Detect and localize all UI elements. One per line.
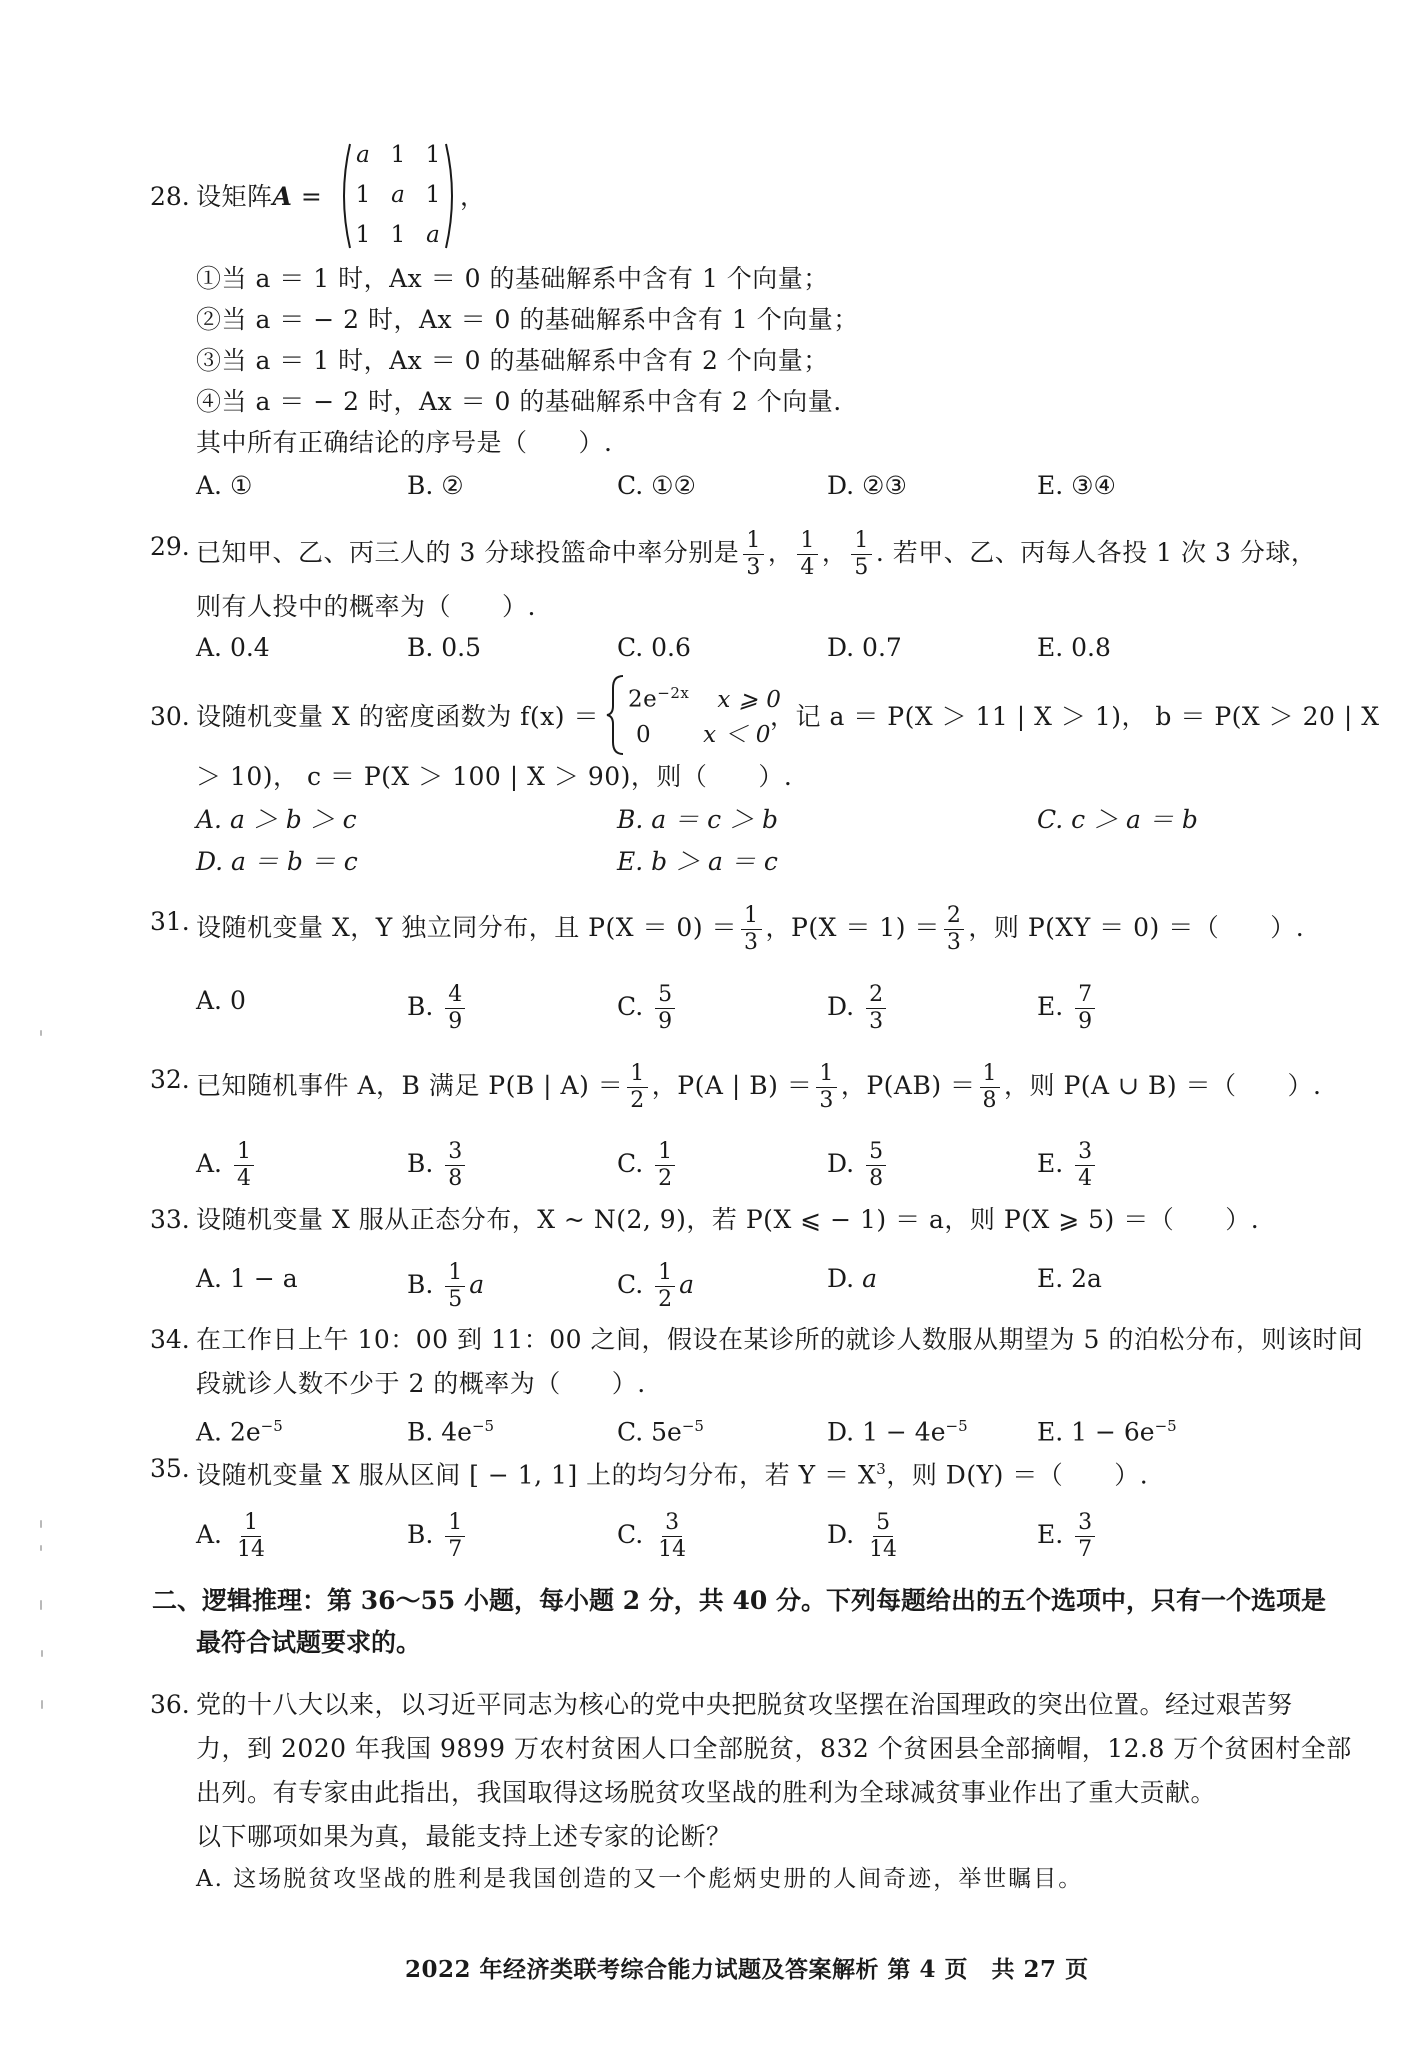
- denominator: 2: [658, 1166, 673, 1191]
- option-label: A.: [196, 1149, 223, 1178]
- exponent: 3: [876, 1460, 887, 1478]
- numerator: 7: [1075, 984, 1095, 1009]
- piecewise-case-2: [636, 718, 771, 752]
- piecewise-brace: [605, 674, 627, 756]
- matrix-cell: a: [356, 142, 370, 168]
- numerator: 1: [655, 1262, 675, 1287]
- option-d[interactable]: [827, 1141, 890, 1190]
- question-29-stem: 已知甲、乙、丙三人的 3 分球投篮命中率分别是 $\frac{1}{3}$ ， $\frac{1}{4}$ ， $\frac{1}{5}$ . 若甲、乙、丙每人各投 1 次 3 分球，: [196, 528, 1317, 580]
- denominator: 4: [1078, 1166, 1093, 1191]
- question-prompt: 其中所有正确结论的序号是（ ）.: [196, 428, 613, 457]
- equals-sign: =: [292, 182, 323, 211]
- section-heading-continued: 最符合试题要求的。: [196, 1628, 422, 1657]
- option-b[interactable]: [407, 1512, 469, 1561]
- option-d[interactable]: [827, 1512, 904, 1561]
- numerator: 1: [234, 1141, 254, 1166]
- option-b[interactable]: [407, 1141, 469, 1190]
- question-prompt: ＞ 10)， c ＝ P(X ＞ 100 | X ＞ 90)，则（ ）.: [196, 762, 793, 791]
- option-c[interactable]: [617, 1409, 704, 1449]
- numerator: 5: [873, 1512, 893, 1537]
- question-number: 29.: [150, 532, 190, 561]
- scan-speck: [40, 1545, 42, 1551]
- denominator: 14: [658, 1537, 687, 1562]
- fraction: [234, 1141, 254, 1190]
- fraction: [797, 530, 818, 579]
- fraction: [445, 1512, 465, 1561]
- question-number: 31.: [150, 907, 190, 936]
- numerator: 1: [797, 530, 818, 555]
- question-text: ，P(A | B) ＝: [651, 1071, 813, 1100]
- case-condition: x ⩾ 0: [717, 686, 782, 713]
- option-e[interactable]: [1037, 1512, 1099, 1561]
- option-e[interactable]: [1037, 1262, 1102, 1296]
- option-b[interactable]: [407, 984, 469, 1033]
- question-text: ，P(X ＝ 1) ＝: [765, 913, 940, 942]
- option-value: 5e: [651, 1417, 682, 1447]
- question-text: ，则 P(XY ＝ 0) ＝（ ）.: [968, 913, 1305, 942]
- denominator: 3: [746, 555, 761, 580]
- question-text: 已知随机事件 A，B 满足 P(B | A) ＝: [196, 1071, 624, 1100]
- question-prompt: 段就诊人数不少于 2 的概率为（ ）.: [196, 1369, 646, 1398]
- question-text: ，记 a ＝ P(X ＞ 11 | X ＞ 1)， b ＝ P(X ＞ 20 | X: [770, 702, 1380, 731]
- section-heading: 二、逻辑推理：第 36～55 小题，每小题 2 分，共 40 分。下列每题给出的五个选项中，只有一个选项是: [152, 1586, 1326, 1615]
- option-a[interactable]: [196, 1409, 283, 1449]
- option-a[interactable]: A. 这场脱贫攻坚战的胜利是我国创造的又一个彪炳史册的人间奇迹，举世瞩目。: [196, 1866, 1084, 1892]
- option-c[interactable]: [617, 1141, 679, 1190]
- option-a[interactable]: [196, 1262, 298, 1296]
- option-e[interactable]: [1037, 984, 1099, 1033]
- matrix-a: [338, 140, 458, 252]
- option-label: E.: [1037, 1417, 1064, 1447]
- option-label: E.: [1037, 1520, 1064, 1549]
- option-label: A.: [196, 986, 223, 1015]
- option-d[interactable]: D. ②③: [827, 471, 907, 500]
- fraction: [741, 905, 762, 954]
- denominator: 9: [658, 1009, 673, 1034]
- matrix-cell: 1: [355, 182, 371, 208]
- fraction: [627, 1063, 648, 1112]
- numerator: 1: [445, 1262, 465, 1287]
- question-34-stem: 在工作日上午 10：00 到 11：00 之间，假设在某诊所的就诊人数服从期望为 5 的泊松分布，则该时间: [196, 1325, 1364, 1354]
- numerator: 3: [445, 1141, 465, 1166]
- fraction: [866, 1512, 900, 1561]
- fraction: [655, 1512, 689, 1561]
- scan-speck: [40, 1030, 42, 1036]
- numerator: 5: [866, 1141, 886, 1166]
- option-a[interactable]: A. 0.4: [196, 633, 270, 662]
- denominator: 14: [236, 1537, 265, 1562]
- numerator: 1: [816, 1063, 837, 1088]
- matrix-variable: A: [272, 182, 293, 211]
- option-a[interactable]: [196, 984, 246, 1018]
- numerator: 1: [655, 1141, 675, 1166]
- denominator: 2: [630, 1088, 645, 1113]
- question-31-stem: [196, 905, 1304, 954]
- question-30-stem: 设随机变量 X 的密度函数为 f(x) ＝: [196, 702, 599, 731]
- option-variable: a: [469, 1270, 485, 1299]
- question-number: 30.: [150, 702, 190, 731]
- option-e[interactable]: [1037, 1409, 1177, 1449]
- option-c[interactable]: C. ①②: [617, 471, 696, 500]
- numerator: 4: [445, 984, 465, 1009]
- denominator: 5: [854, 555, 869, 580]
- question-prompt: 以下哪项如果为真，最能支持上述专家的论断？: [196, 1822, 732, 1851]
- numerator: 3: [662, 1512, 682, 1537]
- denominator: 4: [800, 555, 815, 580]
- fraction: [851, 530, 872, 579]
- option-variable: a: [679, 1270, 695, 1299]
- question-number: 36.: [150, 1690, 190, 1719]
- option-d[interactable]: D. 0.7: [827, 633, 902, 662]
- fraction: [866, 1141, 886, 1190]
- numerator: 3: [1075, 1141, 1095, 1166]
- numerator: 1: [241, 1512, 261, 1537]
- case-expression: 2e: [628, 686, 658, 713]
- option-a[interactable]: [196, 1512, 272, 1561]
- option-c[interactable]: [617, 1262, 694, 1311]
- fraction: [866, 984, 886, 1033]
- option-b[interactable]: [407, 1262, 484, 1311]
- matrix-cell: a: [426, 222, 440, 248]
- question-text: 已知甲、乙、丙三人的 3 分球投篮命中率分别是: [196, 538, 740, 567]
- numerator: 2: [866, 984, 886, 1009]
- option-e[interactable]: E. 0.8: [1037, 633, 1111, 662]
- option-e[interactable]: [1037, 1141, 1099, 1190]
- question-text: 设矩阵: [196, 182, 273, 211]
- question-33-stem: 设随机变量 X 服从正态分布，X ~ N(2, 9)，若 P(X ⩽ − 1) ＝ a，则 P(X ⩾ 5) ＝（ ）.: [196, 1205, 1260, 1234]
- option-label: D.: [827, 1149, 855, 1178]
- question-text: ，: [460, 182, 486, 211]
- statement-item: ①当 a ＝ 1 时，Ax ＝ 0 的基础解系中含有 1 个向量；: [196, 264, 829, 293]
- question-text: . 若甲、乙、丙每人各投 1 次 3 分球，: [875, 538, 1317, 567]
- option-value: 2e: [229, 1417, 261, 1447]
- denominator: 2: [658, 1287, 673, 1312]
- statement-item: ④当 a ＝ − 2 时，Ax ＝ 0 的基础解系中含有 2 个向量.: [196, 387, 842, 416]
- option-label: E.: [1037, 1149, 1064, 1178]
- option-value: 2a: [1071, 1264, 1102, 1293]
- option-a[interactable]: A. a ＞ b ＞ c: [196, 805, 357, 834]
- fraction: [445, 1141, 465, 1190]
- denominator: 9: [1078, 1009, 1093, 1034]
- option-d[interactable]: D. a ＝ b ＝ c: [196, 847, 358, 876]
- exponent: −5: [681, 1417, 704, 1435]
- option-value: a: [862, 1264, 877, 1293]
- passage-line: 党的十八大以来，以习近平同志为核心的党中央把脱贫攻坚摆在治国理政的突出位置。经过艰苦努: [196, 1690, 1293, 1719]
- option-label: C.: [617, 992, 644, 1021]
- option-label: A.: [196, 1417, 223, 1447]
- matrix-cell: 1: [355, 222, 371, 248]
- numerator: 2: [944, 905, 965, 930]
- exponent: −5: [260, 1417, 283, 1435]
- fraction: [1075, 1141, 1095, 1190]
- fraction: [655, 1262, 675, 1311]
- option-c[interactable]: [617, 1512, 693, 1561]
- matrix-cell: 1: [390, 142, 406, 168]
- question-number: 35.: [150, 1454, 190, 1483]
- passage-line: 出列。有专家由此指出，我国取得这场脱贫攻坚战的胜利为全球减贫事业作出了重大贡献。: [196, 1778, 1217, 1807]
- option-e[interactable]: E. ③④: [1037, 471, 1116, 500]
- numerator: 1: [627, 1063, 648, 1088]
- option-value: 0: [229, 986, 246, 1015]
- denominator: 5: [448, 1287, 463, 1312]
- question-text: ，则 P(A ∪ B) ＝（ ）.: [1004, 1071, 1322, 1100]
- denominator: 3: [946, 930, 962, 955]
- question-28-stem: [196, 180, 322, 214]
- fraction: [743, 530, 764, 579]
- page-footer: 2022 年经济类联考综合能力试题及答案解析 第 4 页 共 27 页: [405, 1956, 1089, 1983]
- option-label: D.: [827, 1417, 855, 1447]
- option-c[interactable]: C. 0.6: [617, 633, 691, 662]
- option-label: D.: [827, 1520, 855, 1549]
- question-text: 设随机变量 X，Y 独立同分布，且 P(X ＝ 0) ＝: [196, 913, 738, 942]
- denominator: 3: [869, 1009, 884, 1034]
- numerator: 1: [980, 1063, 1001, 1088]
- fraction: [944, 905, 965, 954]
- exponent: −5: [945, 1417, 968, 1435]
- option-a[interactable]: [196, 1141, 258, 1190]
- option-c[interactable]: C. c ＞ a ＝ b: [1037, 805, 1198, 834]
- option-c[interactable]: [617, 984, 679, 1033]
- matrix-cell: a: [391, 182, 405, 208]
- option-b[interactable]: [407, 1409, 494, 1449]
- fraction: [1075, 1512, 1095, 1561]
- matrix-cell: 1: [390, 222, 406, 248]
- numerator: 3: [1075, 1512, 1095, 1537]
- case-expression: 0: [636, 722, 652, 748]
- denominator: 7: [448, 1537, 463, 1562]
- matrix-cell: 1: [425, 142, 441, 168]
- piecewise-case-1: [628, 676, 781, 717]
- option-e[interactable]: E. b ＞ a ＝ c: [617, 847, 778, 876]
- numerator: 1: [741, 905, 762, 930]
- question-number: 28.: [150, 182, 190, 211]
- scan-speck: [41, 1650, 43, 1657]
- question-number: 33.: [150, 1205, 190, 1234]
- exponent: −5: [471, 1417, 495, 1435]
- option-label: C.: [617, 1520, 644, 1549]
- option-value: 4e: [441, 1417, 472, 1447]
- option-label: E.: [1037, 992, 1064, 1021]
- question-prompt: 则有人投中的概率为（ ）.: [196, 592, 536, 621]
- option-label: B.: [407, 1417, 434, 1447]
- option-d[interactable]: [827, 984, 890, 1033]
- option-value: 1 − 4e: [862, 1417, 946, 1447]
- passage-line: 力，到 2020 年我国 9899 万农村贫困人口全部脱贫，832 个贫困县全部摘帽，12.8 万个贫困村全部: [196, 1734, 1352, 1763]
- numerator: 1: [851, 530, 872, 555]
- option-value: 1 − a: [229, 1264, 298, 1293]
- option-label: C.: [617, 1270, 644, 1299]
- denominator: 8: [982, 1088, 998, 1113]
- denominator: 3: [744, 930, 759, 955]
- option-label: C.: [617, 1149, 644, 1178]
- option-label: B.: [407, 1520, 434, 1549]
- numerator: 1: [743, 530, 764, 555]
- statement-item: ③当 a ＝ 1 时，Ax ＝ 0 的基础解系中含有 2 个向量；: [196, 346, 829, 375]
- option-label: E.: [1037, 1264, 1064, 1293]
- option-b[interactable]: B. 0.5: [407, 633, 482, 662]
- exponent: −2x: [657, 684, 690, 702]
- option-a[interactable]: A. ①: [196, 471, 253, 500]
- fraction: [1075, 984, 1095, 1033]
- option-label: B.: [407, 1149, 434, 1178]
- question-32-stem: [196, 1063, 1321, 1112]
- denominator: 4: [236, 1166, 251, 1191]
- case-condition: x ＜ 0: [703, 722, 771, 748]
- denominator: 14: [869, 1537, 898, 1562]
- fraction: [655, 984, 675, 1033]
- question-text: ，则 D(Y) ＝（ ）.: [886, 1460, 1149, 1490]
- option-b[interactable]: B. a ＝ c ＞ b: [617, 805, 778, 834]
- numerator: 5: [655, 984, 675, 1009]
- statement-item: ②当 a ＝ − 2 时，Ax ＝ 0 的基础解系中含有 1 个向量；: [196, 305, 859, 334]
- fraction: [816, 1063, 837, 1112]
- question-text: ，P(AB) ＝: [840, 1071, 976, 1100]
- denominator: 8: [869, 1166, 884, 1191]
- option-label: D.: [827, 1264, 855, 1293]
- question-number: 34.: [150, 1325, 190, 1354]
- denominator: 3: [819, 1088, 834, 1113]
- fraction: [234, 1512, 268, 1561]
- denominator: 9: [448, 1009, 463, 1034]
- option-label: A.: [196, 1520, 223, 1549]
- option-label: A.: [196, 1264, 223, 1293]
- question-text: 设随机变量 X 服从区间 [ − 1, 1] 上的均匀分布，若 Y ＝ X: [196, 1460, 877, 1490]
- denominator: 7: [1078, 1537, 1093, 1562]
- fraction: [445, 984, 465, 1033]
- fraction: [655, 1141, 675, 1190]
- option-d[interactable]: [827, 1262, 877, 1296]
- option-value: 1 − 6e: [1071, 1417, 1155, 1447]
- matrix-cell: 1: [425, 182, 441, 208]
- option-label: B.: [407, 992, 434, 1021]
- numerator: 1: [445, 1512, 465, 1537]
- option-label: C.: [617, 1417, 644, 1447]
- scan-speck: [41, 1700, 43, 1709]
- option-label: B.: [407, 1270, 434, 1299]
- question-35-stem: [196, 1452, 1148, 1492]
- scan-speck: [40, 1520, 42, 1528]
- option-label: D.: [827, 992, 855, 1021]
- exponent: −5: [1154, 1417, 1177, 1435]
- option-d[interactable]: [827, 1409, 968, 1449]
- fraction: [445, 1262, 465, 1311]
- fraction: [980, 1063, 1001, 1112]
- scan-speck: [40, 1600, 42, 1610]
- option-b[interactable]: B. ②: [407, 471, 464, 500]
- denominator: 8: [448, 1166, 463, 1191]
- question-number: 32.: [150, 1065, 190, 1094]
